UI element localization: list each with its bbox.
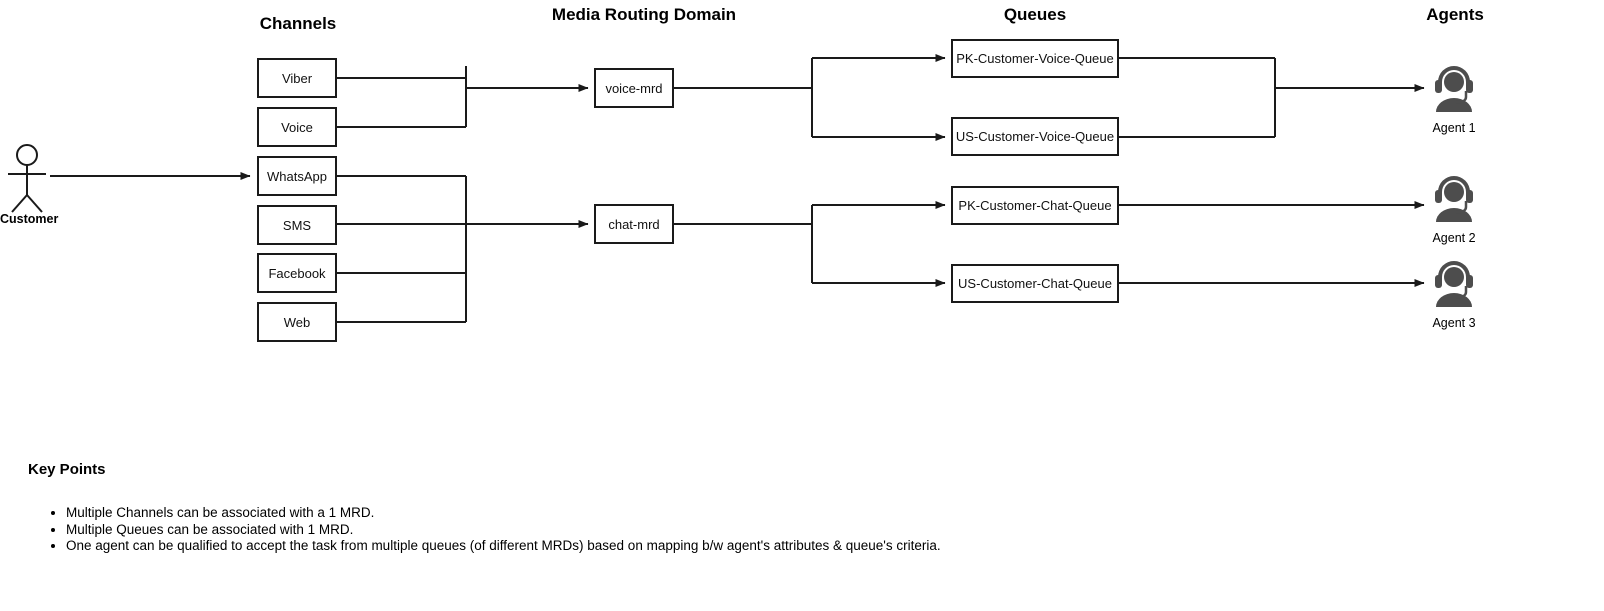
channel-node-sms[interactable]: SMS	[257, 205, 337, 245]
agent-headset-icon	[1426, 168, 1482, 224]
column-title-agents: Agents	[1426, 5, 1484, 24]
agent-2	[1409, 168, 1499, 245]
agent-1-label: Agent 1	[1432, 121, 1476, 135]
queue-node-us-customer-voice-queue[interactable]: US-Customer-Voice-Queue	[951, 117, 1119, 156]
key-points-list	[40, 505, 941, 555]
key-points-title: Key Points	[28, 461, 106, 478]
mrd-node-chat-mrd[interactable]: chat-mrd	[594, 204, 674, 244]
channel-node-web[interactable]: Web	[257, 302, 337, 342]
channel-node-voice[interactable]: Voice	[257, 107, 337, 147]
column-title-mrd: Media Routing Domain	[551, 5, 737, 24]
channel-node-facebook[interactable]: Facebook	[257, 253, 337, 293]
queue-node-us-customer-chat-queue[interactable]: US-Customer-Chat-Queue	[951, 264, 1119, 303]
customer-stick-figure-icon	[8, 145, 46, 212]
customer-label: Customer	[0, 212, 59, 226]
list-item: • Multiple Queues can be associated with 1 MRD.	[66, 522, 941, 539]
agent-2-label: Agent 2	[1432, 231, 1476, 245]
mrd-node-voice-mrd[interactable]: voice-mrd	[594, 68, 674, 108]
queue-node-pk-customer-voice-queue[interactable]: PK-Customer-Voice-Queue	[951, 39, 1119, 78]
agent-headset-icon	[1426, 58, 1482, 114]
agent-1	[1409, 58, 1499, 135]
list-item: • One agent can be qualified to accept the task from multiple queues (of different MRDs) based on mapping b/w agent's attributes & queue's criteria.	[66, 538, 941, 555]
channel-node-whatsapp[interactable]: WhatsApp	[257, 156, 337, 196]
column-title-channels: Channels	[259, 14, 337, 33]
column-title-queues: Queues	[1003, 5, 1067, 24]
channel-node-viber[interactable]: Viber	[257, 58, 337, 98]
agent-3	[1409, 253, 1499, 330]
list-item: • Multiple Channels can be associated with a 1 MRD.	[66, 505, 941, 522]
agent-headset-icon	[1426, 253, 1482, 309]
agent-3-label: Agent 3	[1432, 316, 1476, 330]
queue-node-pk-customer-chat-queue[interactable]: PK-Customer-Chat-Queue	[951, 186, 1119, 225]
